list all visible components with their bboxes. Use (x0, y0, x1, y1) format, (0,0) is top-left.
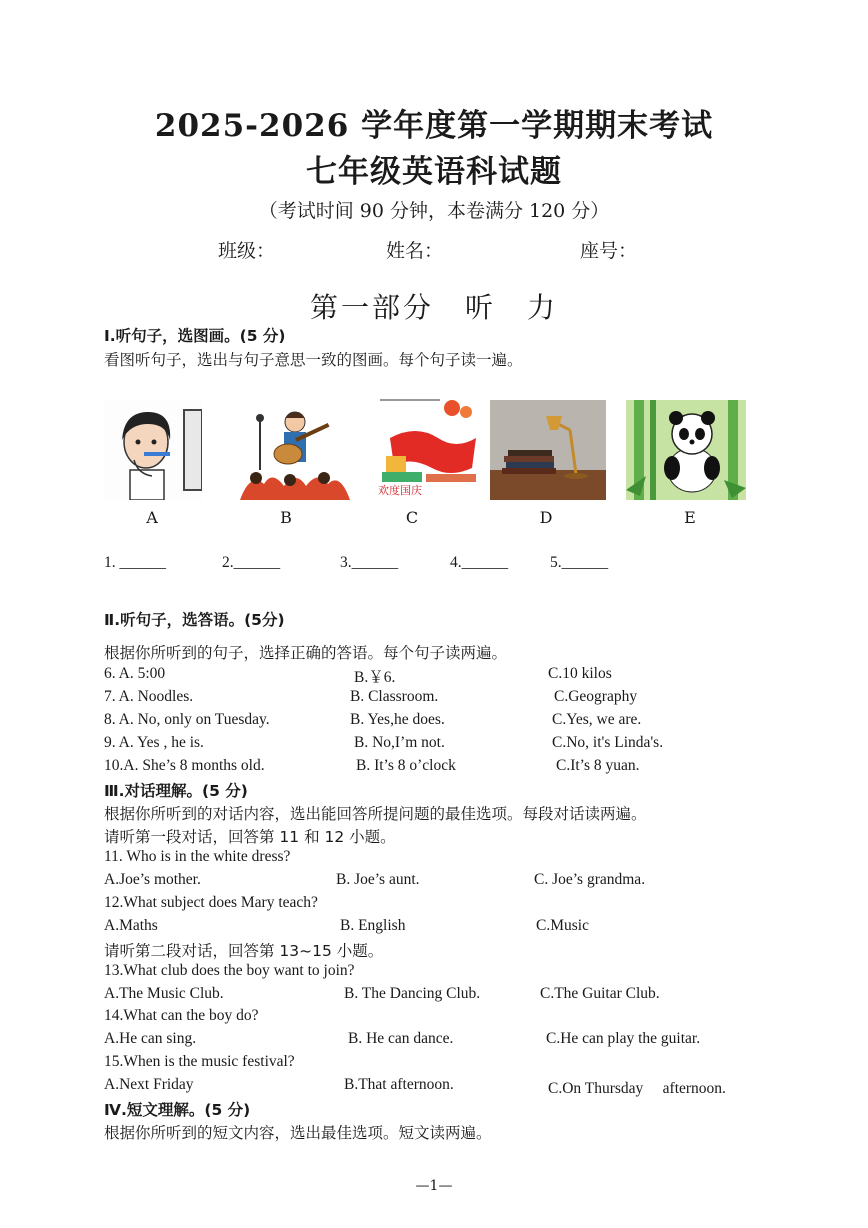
national-day-icon (376, 398, 480, 500)
picture-label-e: E (684, 508, 696, 527)
question-9: 9. A. Yes , he is. (104, 734, 204, 751)
question-13: 13.What club does the boy want to join? (104, 962, 355, 979)
exam-info: （考试时间 90 分钟，本卷满分 120 分） (258, 200, 610, 222)
q6-option-b: B.￥6. (354, 669, 396, 686)
q7-option-b: B. Classroom. (350, 688, 439, 705)
q10-option-c: C.It’s 8 yuan. (556, 757, 640, 774)
part-title: 第一部分 听 力 (309, 291, 558, 324)
q13-option-a: A.The Music Club. (104, 985, 224, 1002)
national-day-caption: 欢度国庆 (378, 484, 422, 497)
section2-title: Ⅱ.听句子，选答语。(5分) (104, 611, 285, 629)
q9-option-b: B. No,I’m not. (354, 734, 445, 751)
exam-title: 2025-2026 学年度第一学期期末考试 (154, 108, 714, 144)
q8-option-b: B. Yes,he does. (350, 711, 445, 728)
section1-title: I.听句子，选图画。(5 分) (104, 327, 286, 345)
section1-instruction: 看图听句子，选出与句子意思一致的图画。每个句子读一遍。 (104, 351, 523, 369)
q11-option-a: A.Joe’s mother. (104, 871, 201, 888)
question-10: 10.A. She’s 8 months old. (104, 757, 265, 774)
q6-option-c: C.10 kilos (548, 665, 612, 682)
q11-option-c: C. Joe’s grandma. (534, 871, 646, 888)
question-8: 8. A. No, only on Tuesday. (104, 711, 270, 728)
q13-option-b: B. The Dancing Club. (344, 985, 481, 1002)
picture-label-d: D (539, 508, 553, 527)
dialog1-instruction: 请听第一段对话，回答第 11 和 12 小题。 (104, 828, 396, 846)
q12-option-b: B. English (340, 917, 406, 934)
q15-option-b: B.That afternoon. (344, 1076, 454, 1093)
page-number: —1— (415, 1178, 453, 1194)
section4-instruction: 根据你所听到的短文内容，选出最佳选项。短文读两遍。 (104, 1124, 492, 1142)
q11-option-b: B. Joe’s aunt. (336, 871, 420, 888)
class-label: 班级： (218, 240, 276, 262)
q15-option-c: C.On Thursday afternoon. (548, 1080, 726, 1097)
q13-option-c: C.The Guitar Club. (540, 985, 660, 1002)
answer-blank-5[interactable]: 5.______ (550, 554, 609, 571)
q9-option-c: C.No, it's Linda's. (552, 734, 664, 751)
picture-label-b: B (280, 508, 292, 527)
name-label: 姓名： (386, 240, 444, 262)
answer-blank-4[interactable]: 4.______ (450, 554, 509, 571)
boy-brushing-teeth-icon (104, 400, 202, 500)
question-11: 11. Who is in the white dress? (104, 848, 291, 865)
q12-option-c: C.Music (536, 917, 589, 934)
dialog2-instruction: 请听第二段对话，回答第 13~15 小题。 (104, 942, 384, 960)
q12-option-a: A.Maths (104, 917, 158, 934)
desk-lamp-books-icon (490, 400, 606, 500)
question-12: 12.What subject does Mary teach? (104, 894, 318, 911)
answer-blank-2[interactable]: 2.______ (222, 554, 281, 571)
picture-label-a: A (146, 508, 158, 527)
section2-instruction: 根据你所听到的句子，选择正确的答语。每个句子读两遍。 (104, 644, 508, 662)
section3-instruction: 根据你所听到的对话内容，选出能回答所提问题的最佳选项。每段对话读两遍。 (104, 805, 647, 823)
answer-blank-1[interactable]: 1. ______ (104, 554, 166, 571)
q14-option-a: A.He can sing. (104, 1030, 197, 1047)
panda-bamboo-icon (626, 400, 746, 500)
picture-label-c: C (405, 508, 419, 527)
q15-option-a: A.Next Friday (104, 1076, 194, 1093)
question-14: 14.What can the boy do? (104, 1007, 259, 1024)
q10-option-b: B. It’s 8 o’clock (356, 757, 456, 774)
section4-title: Ⅳ.短文理解。(5 分) (104, 1101, 251, 1119)
question-15: 15.When is the music festival? (104, 1053, 295, 1070)
q8-option-c: C.Yes, we are. (552, 711, 642, 728)
q14-option-b: B. He can dance. (348, 1030, 454, 1047)
q14-option-c: C.He can play the guitar. (546, 1030, 701, 1047)
guitar-singer-icon (240, 400, 350, 500)
exam-subtitle: 七年级英语科试题 (306, 154, 562, 190)
q7-option-c: C.Geography (554, 688, 638, 705)
answer-blank-3[interactable]: 3.______ (340, 554, 399, 571)
seat-label: 座号： (580, 240, 638, 262)
section3-title: Ⅲ.对话理解。(5 分) (104, 782, 248, 800)
question-6: 6. A. 5:00 (104, 665, 166, 682)
question-7: 7. A. Noodles. (104, 688, 194, 705)
